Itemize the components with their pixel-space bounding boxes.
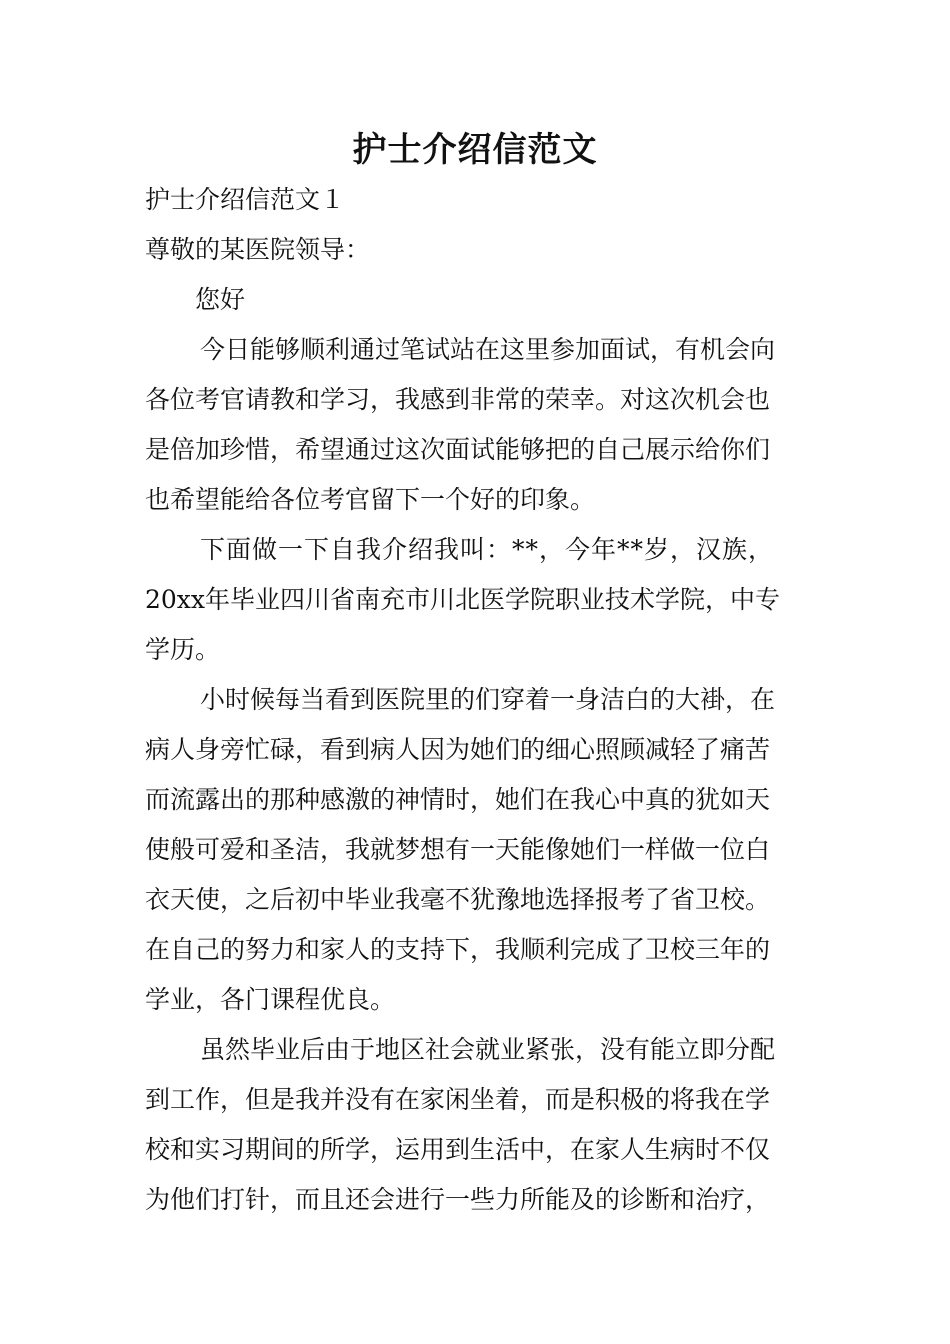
- paragraph-line: 而流露出的那种感激的神情时，她们在我心中真的犹如天: [145, 785, 771, 814]
- paragraph-line: 学历。: [145, 635, 221, 664]
- greeting: 您好: [195, 285, 246, 314]
- section-heading: 护士介绍信范文１: [145, 185, 346, 214]
- document-title: 护士介绍信范文: [352, 130, 598, 170]
- salutation: 尊敬的某医院领导：: [145, 235, 371, 264]
- paragraph-line: 衣天使，之后初中毕业我毫不犹豫地选择报考了省卫校。: [145, 885, 771, 914]
- paragraph-line: 校和实习期间的所学，运用到生活中，在家人生病时不仅: [145, 1135, 771, 1164]
- paragraph-line: 病人身旁忙碌，看到病人因为她们的细心照顾减轻了痛苦: [145, 735, 771, 764]
- paragraph-line: 学业，各门课程优良。: [145, 985, 396, 1014]
- paragraph-line: 为他们打针，而且还会进行一些力所能及的诊断和治疗，: [145, 1185, 771, 1214]
- paragraph-line: 20xx年毕业四川省南充市川北医学院职业技术学院，中专: [145, 585, 781, 614]
- paragraph-line: 到工作，但是我并没有在家闲坐着，而是积极的将我在学: [145, 1085, 771, 1114]
- paragraph-line: 今日能够顺利通过笔试站在这里参加面试，有机会向: [200, 335, 776, 364]
- paragraph-line: 是倍加珍惜，希望通过这次面试能够把的自己展示给你们: [145, 435, 771, 464]
- paragraph-line: 使般可爱和圣洁，我就梦想有一天能像她们一样做一位白: [145, 835, 771, 864]
- paragraph-line: 在自己的努力和家人的支持下，我顺利完成了卫校三年的: [145, 935, 771, 964]
- paragraph-line: 虽然毕业后由于地区社会就业紧张，没有能立即分配: [200, 1035, 776, 1064]
- paragraph-line: 也希望能给各位考官留下一个好的印象。: [145, 485, 596, 514]
- paragraph-line: 下面做一下自我介绍我叫：**，今年**岁，汉族，: [200, 535, 775, 564]
- paragraph-line: 小时候每当看到医院里的们穿着一身洁白的大褂，在: [200, 685, 776, 714]
- paragraph-line: 各位考官请教和学习，我感到非常的荣幸。对这次机会也: [145, 385, 771, 414]
